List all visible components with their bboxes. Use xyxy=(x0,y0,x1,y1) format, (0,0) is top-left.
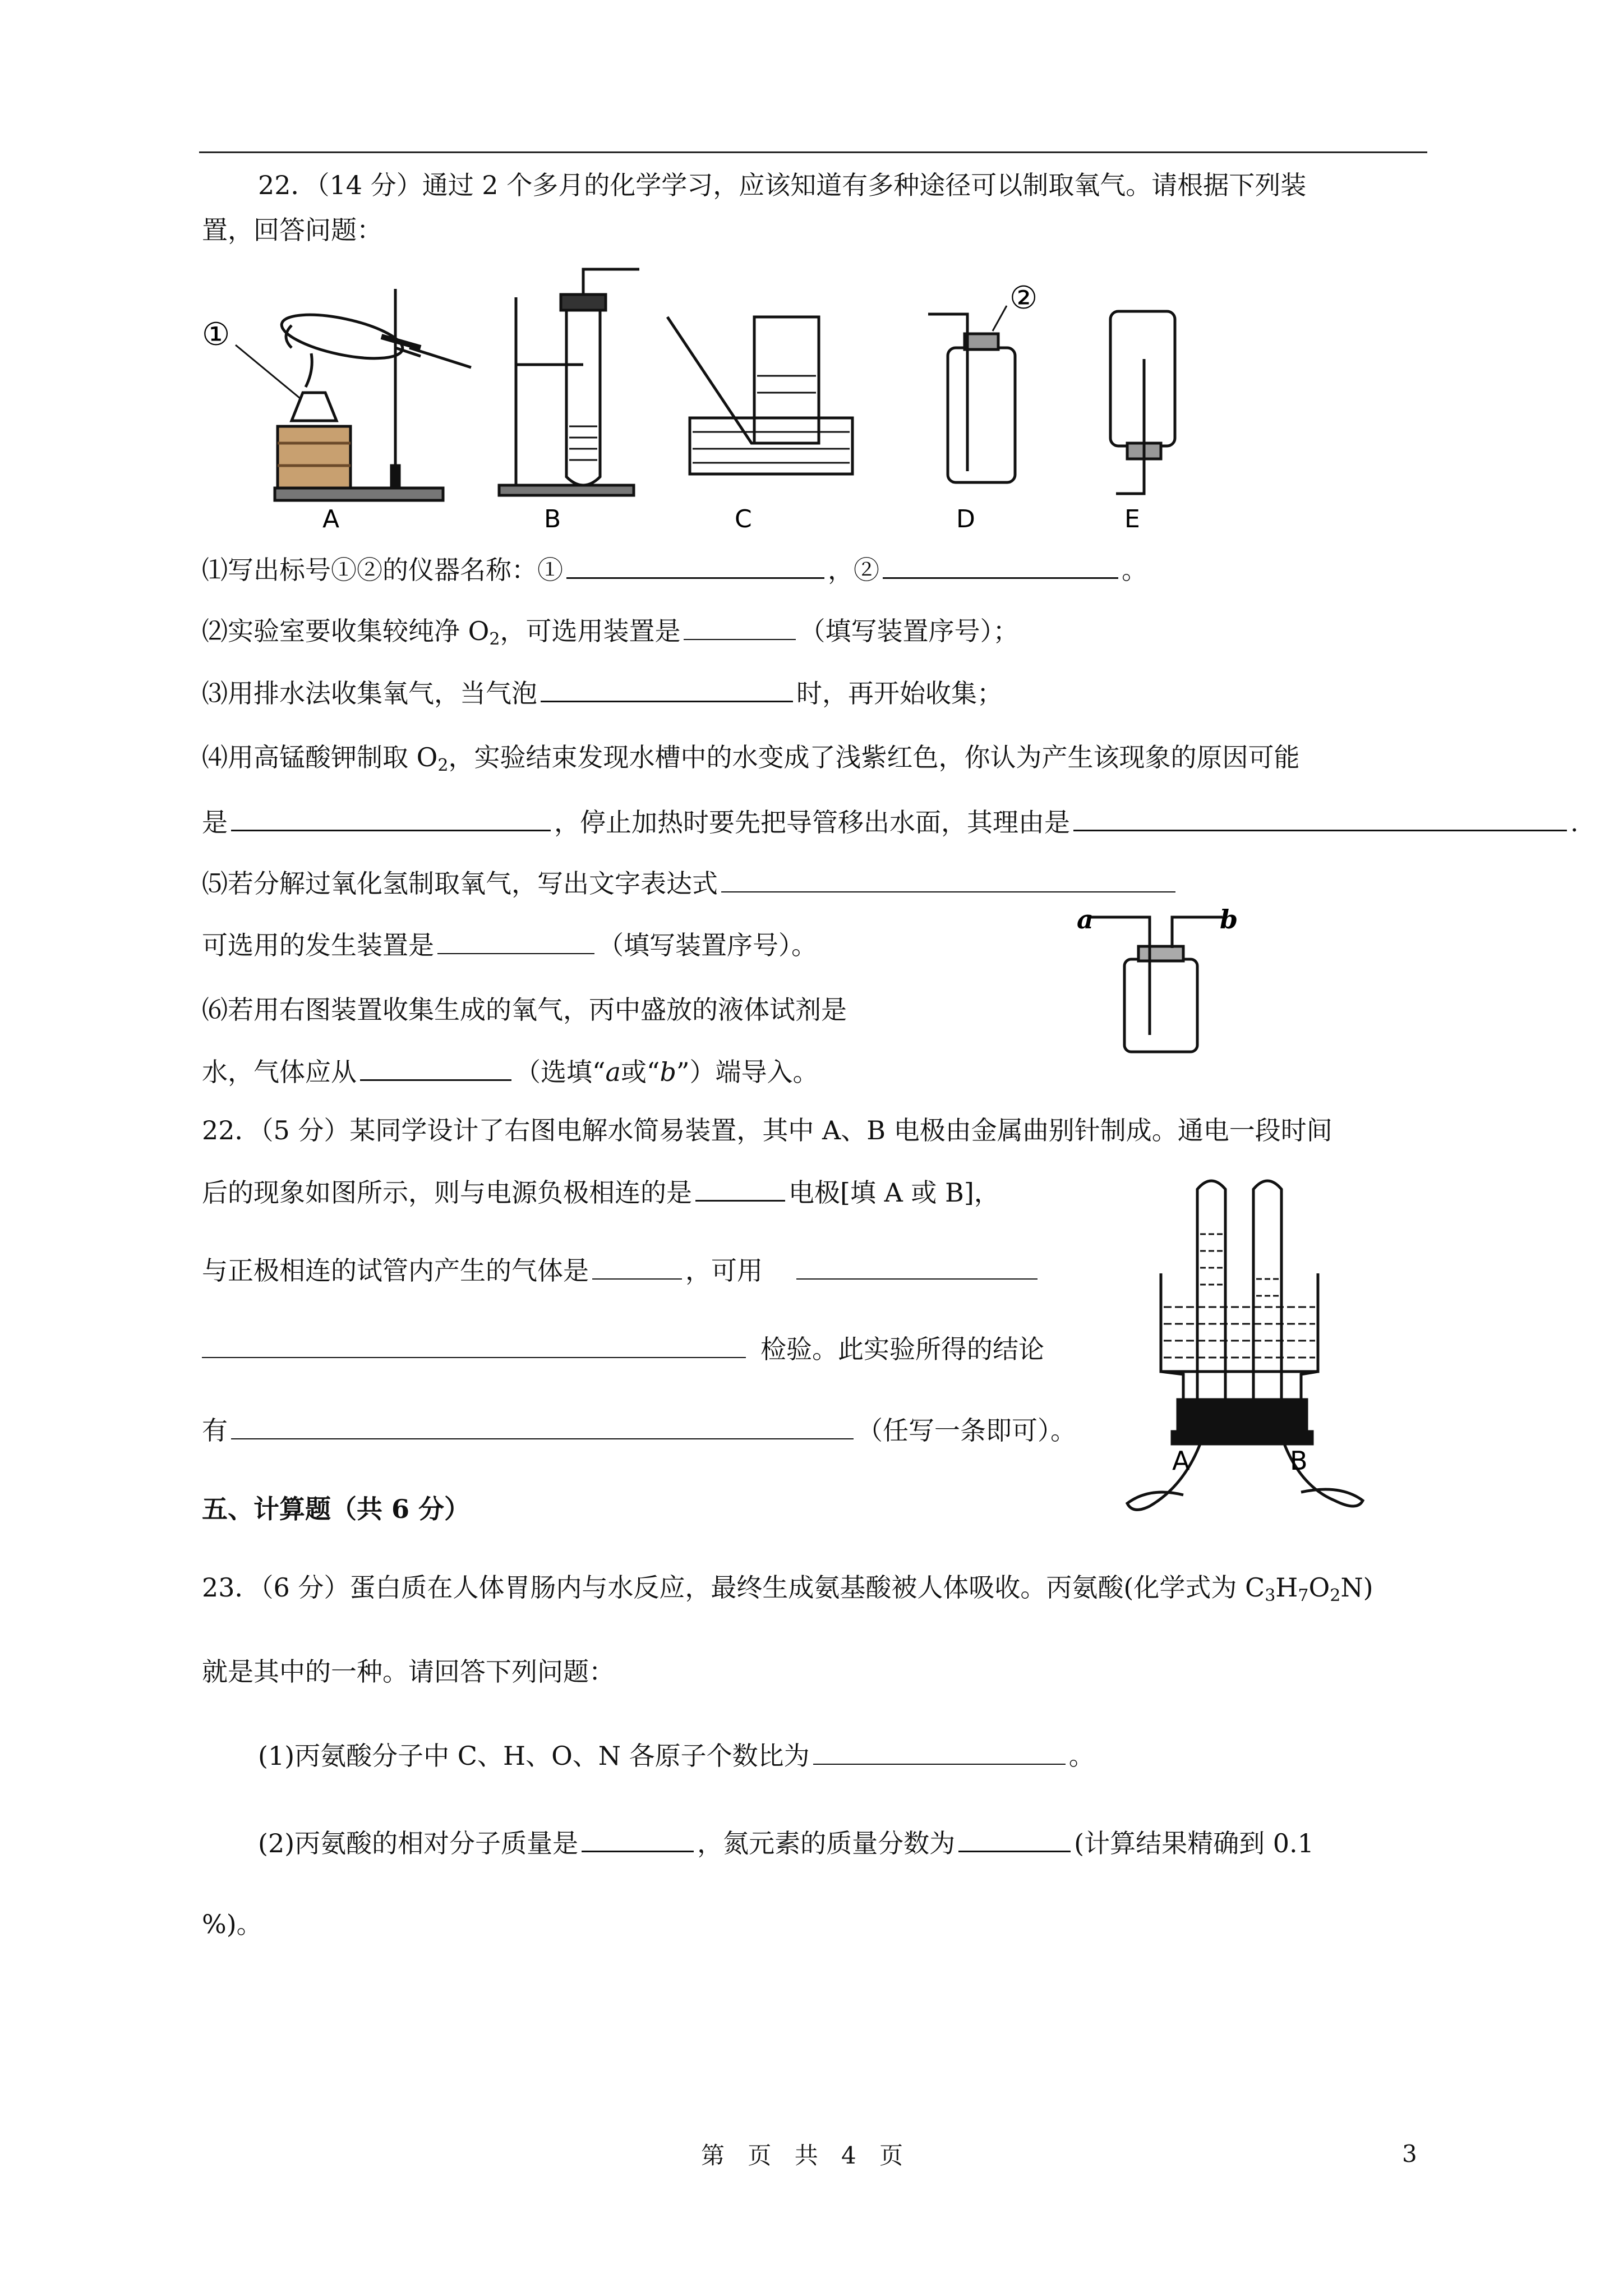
footer-page-number: 3 xyxy=(1402,2140,1417,2168)
blank-q22b-3[interactable] xyxy=(796,1254,1038,1280)
q23-part2: (2)丙氨酸的相对分子质量是 ，氮元素的质量分数为 (计算结果精确到 0.1 xyxy=(258,1826,1314,1860)
q22b-line5: 有 （任写一条即可）。 xyxy=(202,1414,1076,1447)
q22-part4-line1: ⑷用高锰酸钾制取 $O_2$，实验结束发现水槽中的水变成了浅紫红色，你认为产生该现象的原因可能 xyxy=(202,742,1300,775)
blank-q22b-4[interactable] xyxy=(202,1332,746,1358)
apparatus-figure xyxy=(196,264,1206,544)
gas-bottle-figure xyxy=(1066,900,1245,1057)
label-A: A xyxy=(322,505,340,533)
electrolysis-figure xyxy=(1116,1172,1374,1520)
blank-q23-2a[interactable] xyxy=(582,1826,694,1852)
q23-line2: 就是其中的一种。请回答下列问题： xyxy=(202,1657,615,1687)
q23-line1: 23．（6 分）蛋白质在人体胃肠内与水反应，最终生成氨基酸被人体吸收。丙氨酸(化学式为 $C_3H_7O_2N$) xyxy=(202,1572,1373,1605)
bottle-label-a: a xyxy=(1077,904,1094,935)
q23-part1: (1)丙氨酸分子中 C、H、O、N 各原子个数比为 。 xyxy=(258,1739,1095,1773)
q22-intro-line1: 22．（14 分）通过 2 个多月的化学学习，应该知道有多种途径可以制取氧气。请根据下列装 xyxy=(258,170,1307,200)
bottle-label-b: b xyxy=(1220,904,1238,935)
electrode-label-A: A xyxy=(1172,1446,1190,1476)
blank-6[interactable] xyxy=(360,1055,511,1081)
q22-part3: ⑶用排水法收集氧气，当气泡 时，再开始收集； xyxy=(202,676,1003,710)
q22b-line1: 22．（5 分）某同学设计了右图电解水简易装置，其中 A、B 电极由金属曲别针制成。通电一段时间 xyxy=(202,1115,1332,1145)
blank-q23-1[interactable] xyxy=(813,1739,1066,1765)
blank-1b[interactable] xyxy=(883,553,1118,579)
q22-part2: ⑵实验室要收集较纯净 $O_2$，可选用装置是 （填写装置序号）； xyxy=(202,614,1018,656)
q22-part5-line2: 可选用的发生装置是 （填写装置序号）。 xyxy=(202,928,817,962)
blank-3[interactable] xyxy=(541,676,793,702)
footer-page-count: 第 页 共 4 页 xyxy=(701,2142,903,2169)
label-B: B xyxy=(544,505,561,533)
blank-1a[interactable] xyxy=(566,553,824,579)
label-C: C xyxy=(735,505,752,533)
electrode-label-B: B xyxy=(1290,1446,1308,1476)
blank-5a[interactable] xyxy=(721,867,1175,892)
label-D: D xyxy=(956,505,975,533)
q23-part2-cont: %)。 xyxy=(202,1909,262,1939)
blank-4b[interactable] xyxy=(1073,805,1567,831)
q22-intro-line2: 置，回答问题： xyxy=(202,215,382,245)
marker-2: ② xyxy=(1009,280,1038,316)
q22b-line4: 检验。此实验所得的结论 xyxy=(202,1332,1044,1366)
blank-q23-2b[interactable] xyxy=(958,1826,1071,1852)
q22-part1: ⑴写出标号①②的仪器名称：① ，② 。 xyxy=(202,553,1147,587)
blank-q22b-2[interactable] xyxy=(592,1254,682,1280)
label-E: E xyxy=(1124,505,1140,533)
blank-4a[interactable] xyxy=(231,805,551,831)
marker-1: ① xyxy=(202,316,230,353)
q22-part6-line2: 水，气体应从 （选填“a或“b”）端导入。 xyxy=(202,1055,818,1089)
q22-part6-line1: ⑹若用右图装置收集生成的氧气，丙中盛放的液体试剂是 xyxy=(202,995,847,1025)
blank-2[interactable] xyxy=(684,614,796,640)
q22b-line2: 后的现象如图所示，则与电源负极相连的是 电极[填 A 或 B]， xyxy=(202,1175,1000,1209)
blank-5b[interactable] xyxy=(437,928,594,954)
section5-title: 五、计算题（共 6 分） xyxy=(202,1494,471,1524)
q22-part5-line1: ⑸若分解过氧化氢制取氧气，写出文字表达式 xyxy=(202,867,1179,900)
header-rule xyxy=(199,151,1427,153)
q22b-line3: 与正极相连的试管内产生的气体是 ，可用 xyxy=(202,1254,1041,1287)
blank-q22b-5[interactable] xyxy=(231,1414,854,1439)
blank-q22b-1[interactable] xyxy=(695,1175,785,1202)
q22-part4-line2: 是 ，停止加热时要先把导管移出水面，其理由是 . xyxy=(202,805,1579,839)
